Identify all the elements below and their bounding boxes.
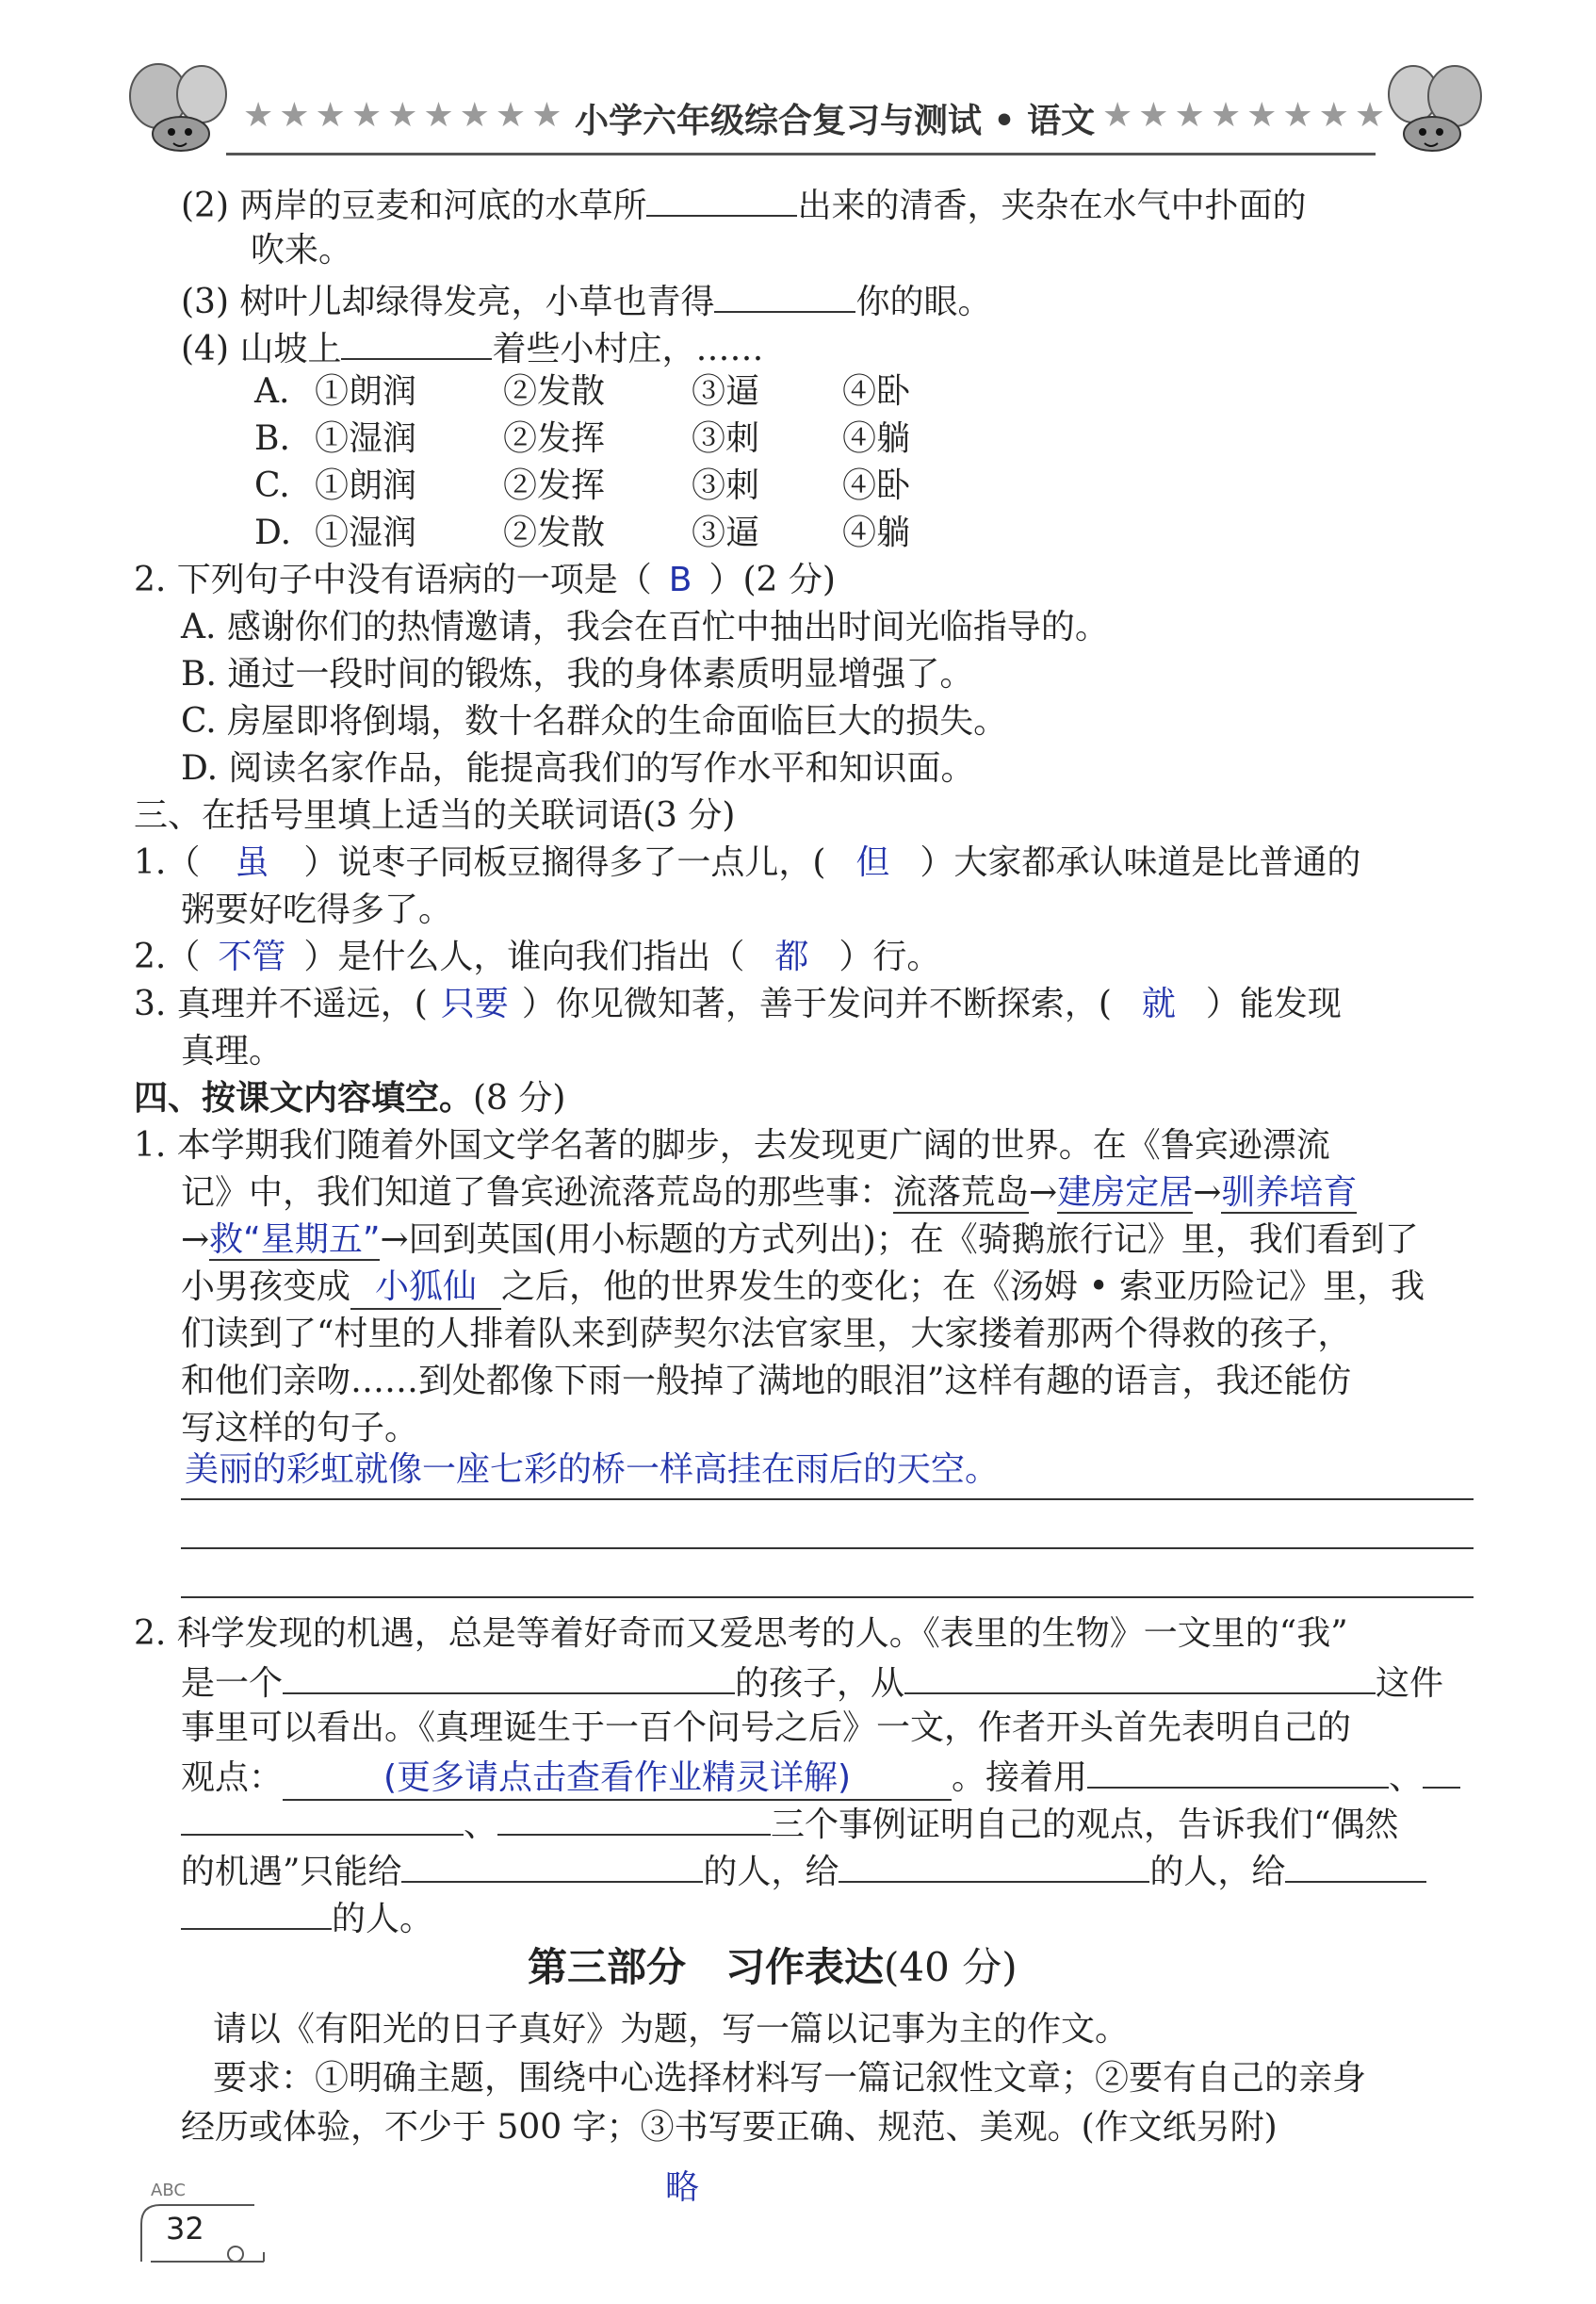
sec4-p1-line4 bbox=[181, 1266, 1425, 1310]
sec4-p2-line5 bbox=[181, 1802, 1398, 1846]
bee-icon bbox=[1376, 57, 1489, 160]
option-letter: C. bbox=[254, 466, 290, 505]
handwritten-answer: 驯养培育 bbox=[1221, 1173, 1358, 1212]
sec4-p1-line7: 写这样的句子。 bbox=[181, 1409, 419, 1447]
part3-requirements-1: 要求：①明确主题，围绕中心选择材料写一篇记叙性文章；②要有自己的亲身 bbox=[213, 2059, 1367, 2098]
text: ）说枣子同板豆搁得多了一点儿，( bbox=[303, 843, 826, 882]
sec3-item-1-cont: 粥要好吃得多了。 bbox=[181, 891, 453, 929]
option-word: ④躺 bbox=[842, 419, 911, 458]
answer-blank bbox=[283, 1660, 735, 1694]
text: 小男孩变成 bbox=[181, 1267, 351, 1306]
option-word: ④卧 bbox=[842, 466, 911, 505]
option-letter: A. bbox=[254, 372, 290, 411]
text: ）(2 分) bbox=[708, 561, 836, 599]
text: 、 bbox=[1389, 1758, 1424, 1797]
part-3-title bbox=[528, 1936, 1018, 1993]
text: 3. 真理并不遥远，( bbox=[134, 985, 428, 1023]
option-word: ③刺 bbox=[692, 466, 760, 505]
handwritten-answer: (更多请点击查看作业精灵详解) bbox=[283, 1757, 952, 1801]
handwritten-answer: 美丽的彩虹就像一座七彩的桥一样高挂在雨后的天空。 bbox=[185, 1450, 1000, 1489]
text: ）能发现 bbox=[1205, 985, 1342, 1023]
q1-option-c bbox=[254, 466, 910, 507]
option-word: ②发散 bbox=[503, 372, 606, 411]
text: ）行。 bbox=[839, 938, 941, 976]
sec3-item-2 bbox=[134, 937, 940, 978]
header-rule bbox=[226, 153, 1376, 155]
option-word: ①湿润 bbox=[315, 419, 417, 458]
text: 2. 下列句子中没有语病的一项是（ bbox=[134, 561, 652, 599]
sec4-p1-line3 bbox=[181, 1219, 1419, 1261]
text: 的人，给 bbox=[1149, 1853, 1286, 1891]
page-title: 小学六年级综合复习与测试 • 语文 bbox=[575, 102, 1096, 140]
text: 、 bbox=[464, 1806, 498, 1844]
text: (3) 树叶儿却绿得发亮，小草也青得 bbox=[181, 283, 715, 321]
deco-text: ABC bbox=[151, 2181, 186, 2200]
page-header bbox=[0, 57, 1596, 160]
answer-blank bbox=[646, 183, 797, 217]
sec4-p2-line4 bbox=[181, 1755, 1460, 1801]
part3-prompt: 请以《有阳光的日子真好》为题，写一篇以记事为主的作文。 bbox=[213, 2010, 1130, 2049]
sec4-p2-line3: 事里可以看出。《真理诞生于一百个问号之后》一文，作者开头首先表明自己的 bbox=[181, 1708, 1352, 1747]
answer-blank bbox=[497, 1802, 771, 1836]
arrow-icon: → bbox=[1029, 1173, 1058, 1212]
text: 的人，给 bbox=[703, 1853, 839, 1891]
option-letter: B. bbox=[254, 419, 290, 458]
handwritten-answer: 略 bbox=[665, 2168, 700, 2207]
text: 之后，他的世界发生的变化；在《汤姆 • 索亚历险记》里，我 bbox=[501, 1267, 1425, 1306]
text: ）大家都承认味道是比普通的 bbox=[920, 843, 1361, 882]
sec4-p2-line7 bbox=[181, 1896, 433, 1940]
part-heading: 第三部分 习作表达 bbox=[528, 1944, 885, 1990]
option-word: ②发挥 bbox=[503, 466, 606, 505]
arrow-icon: → bbox=[1193, 1173, 1222, 1212]
answer-line bbox=[181, 1596, 1474, 1598]
section-4-title bbox=[134, 1078, 565, 1119]
handwritten-answer: 救“星期五” bbox=[209, 1220, 381, 1259]
answer-blank bbox=[839, 1849, 1149, 1883]
text: 三个事例证明自己的观点，告诉我们“偶然 bbox=[771, 1806, 1399, 1844]
option-word: ①朗润 bbox=[315, 372, 417, 411]
answer-blank bbox=[341, 326, 492, 360]
q1-item-4 bbox=[181, 326, 763, 370]
answer-blank bbox=[1423, 1755, 1460, 1789]
sec4-p2-line1: 2. 科学发现的机遇，总是等着好奇而又爱思考的人。《表里的生物》一文里的“我” bbox=[134, 1614, 1348, 1653]
option-word: ①朗润 bbox=[315, 466, 417, 505]
text: 。接着用 bbox=[952, 1758, 1088, 1797]
section-heading: 四、按课文内容填空。 bbox=[134, 1079, 474, 1118]
text: 出来的清香，夹杂在水气中扑面的 bbox=[797, 187, 1307, 225]
option-word: ②发散 bbox=[503, 514, 606, 552]
sec3-item-3-cont: 真理。 bbox=[181, 1032, 284, 1070]
q2-stem bbox=[134, 560, 836, 601]
handwritten-answer: 建房定居 bbox=[1057, 1173, 1194, 1212]
sec4-p1-line1: 1. 本学期我们随着外国文学名著的脚步，去发现更广阔的世界。在《鲁宾逊漂流 bbox=[134, 1126, 1330, 1165]
q1-option-a bbox=[254, 371, 910, 413]
option-word: ③逼 bbox=[692, 514, 760, 552]
answer-blank bbox=[904, 1660, 1376, 1694]
handwritten-answer: 只要 bbox=[440, 985, 509, 1023]
text: 1.（ bbox=[134, 843, 201, 882]
text: 是一个 bbox=[181, 1664, 284, 1703]
option-word: ④卧 bbox=[842, 372, 911, 411]
sec4-p1-line5: 们读到了“村里的人排着队来到萨契尔法官家里，大家搂着那两个得救的孩子， bbox=[181, 1315, 1352, 1353]
header-stars-left: ★★★★★★★★★ bbox=[243, 96, 568, 135]
handwritten-answer: 但 bbox=[855, 843, 890, 882]
answer-blank bbox=[1087, 1755, 1389, 1789]
text: (2) 两岸的豆麦和河底的水草所 bbox=[181, 187, 647, 225]
answer-blank bbox=[1285, 1849, 1426, 1883]
text: 观点： bbox=[181, 1758, 284, 1797]
text: ）是什么人，谁向我们指出（ bbox=[303, 938, 745, 976]
handwritten-answer: B bbox=[668, 561, 692, 599]
q1-item-3 bbox=[181, 279, 991, 323]
q1-option-d bbox=[254, 513, 910, 554]
q2-option-a: A. 感谢你们的热情邀请，我会在百忙中抽出时间光临指导的。 bbox=[181, 608, 1109, 646]
part3-requirements-2: 经历或体验，不少于 500 字；③书写要正确、规范、美观。(作文纸另附) bbox=[181, 2108, 1278, 2147]
option-word: ①湿润 bbox=[315, 514, 417, 552]
handwritten-answer: 小狐仙 bbox=[350, 1266, 501, 1310]
option-word: ②发挥 bbox=[503, 419, 606, 458]
sec4-p1-line2 bbox=[181, 1172, 1357, 1214]
text: 的孩子，从 bbox=[735, 1664, 905, 1703]
page-number: 32 bbox=[166, 2211, 204, 2247]
q1-item-2-cont: 吹来。 bbox=[251, 231, 353, 270]
text: 的机遇”只能给 bbox=[181, 1853, 402, 1891]
handwritten-answer: 就 bbox=[1141, 985, 1176, 1023]
option-word: ③刺 bbox=[692, 419, 760, 458]
q2-option-c: C. 房屋即将倒塌，数十名群众的生命面临巨大的损失。 bbox=[181, 702, 1008, 741]
sec4-p1-line6: 和他们亲吻……到处都像下雨一般掉了满地的眼泪”这样有趣的语言，我还能仿 bbox=[181, 1362, 1352, 1400]
answer-line bbox=[181, 1498, 1474, 1500]
text: 着些小村庄，…… bbox=[492, 330, 764, 368]
sec3-item-3 bbox=[134, 984, 1342, 1025]
text: 你的眼。 bbox=[855, 283, 992, 321]
section-3-title: 三、在括号里填上适当的关联词语(3 分) bbox=[134, 796, 736, 835]
bee-icon bbox=[122, 57, 236, 160]
option-word: ③逼 bbox=[692, 372, 760, 411]
text: →回到英国(用小标题的方式列出)；在《骑鹅旅行记》里，我们看到了 bbox=[380, 1220, 1419, 1259]
option-word: ④躺 bbox=[842, 514, 911, 552]
q1-item-2 bbox=[181, 183, 1306, 227]
score: (8 分) bbox=[473, 1079, 566, 1118]
answer-blank bbox=[181, 1802, 464, 1836]
q2-option-d: D. 阅读名家作品，能提高我们的写作水平和知识面。 bbox=[181, 749, 975, 788]
text: (4) 山坡上 bbox=[181, 330, 342, 368]
q2-option-b: B. 通过一段时间的锻炼，我的身体素质明显增强了。 bbox=[181, 655, 974, 694]
q1-option-b bbox=[254, 418, 910, 460]
handwritten-answer: 都 bbox=[774, 938, 809, 976]
sec4-p2-line6 bbox=[181, 1849, 1426, 1893]
handwritten-answer: 不管 bbox=[218, 938, 286, 976]
text: 2.（ bbox=[134, 938, 201, 976]
text: ）你见微知著，善于发问并不断探索，( bbox=[521, 985, 1112, 1023]
answer-blank bbox=[714, 279, 855, 313]
sec4-p2-line2 bbox=[181, 1660, 1443, 1705]
text: 流落荒岛 bbox=[893, 1173, 1030, 1212]
header-stars-right: ★★★★★★★★ bbox=[1102, 96, 1392, 135]
option-letter: D. bbox=[254, 514, 292, 552]
answer-line bbox=[181, 1547, 1474, 1549]
score: (40 分) bbox=[884, 1944, 1018, 1990]
answer-blank bbox=[401, 1849, 703, 1883]
text: 的人。 bbox=[332, 1900, 434, 1938]
text: 记》中，我们知道了鲁宾逊流落荒岛的那些事： bbox=[181, 1173, 894, 1212]
handwritten-answer: 虽 bbox=[235, 843, 269, 882]
sec3-item-1 bbox=[134, 842, 1360, 884]
text: 这件 bbox=[1376, 1664, 1444, 1703]
answer-blank bbox=[181, 1896, 332, 1930]
arrow-icon: → bbox=[181, 1220, 210, 1259]
